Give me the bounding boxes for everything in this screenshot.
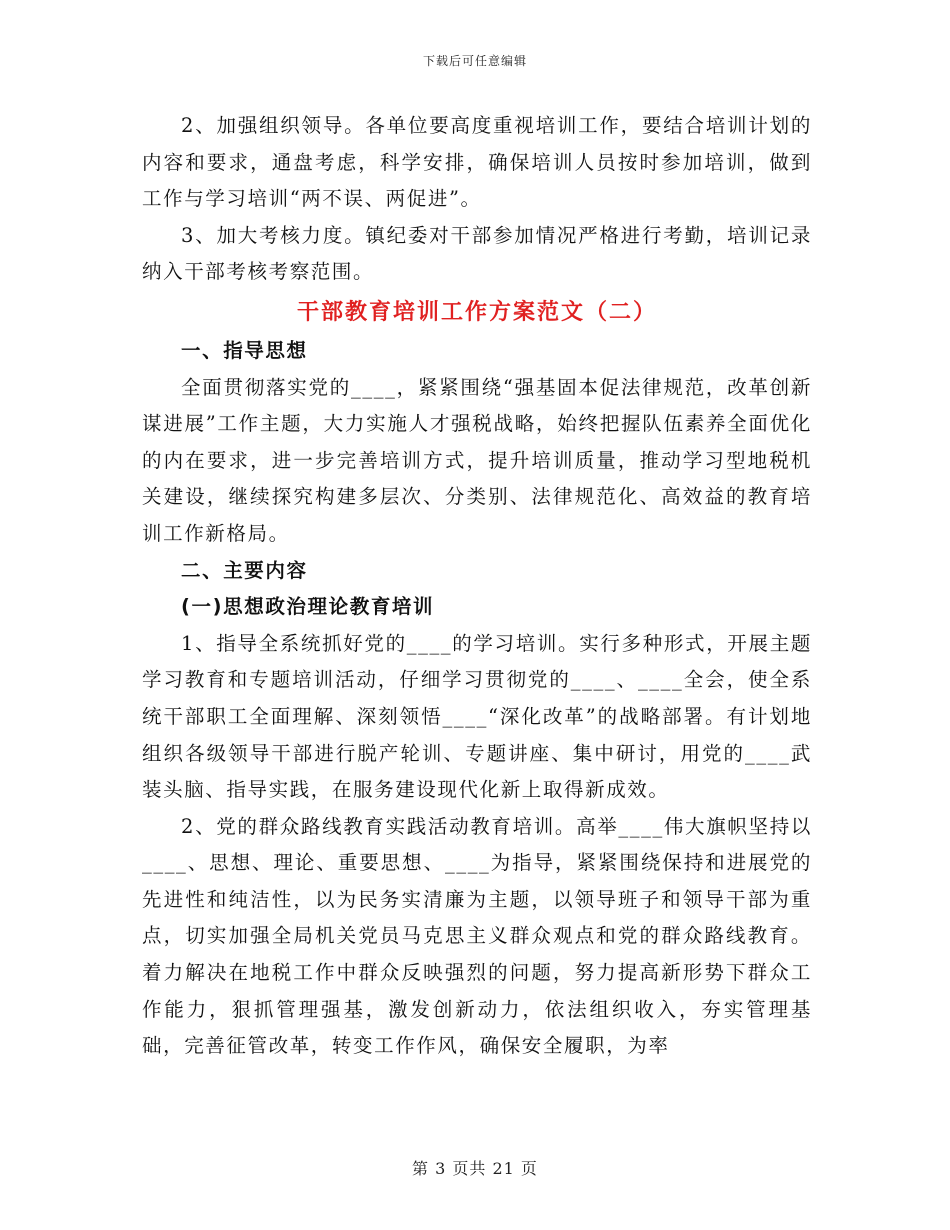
subsection-heading: (一)思想政治理论教育培训 [181,595,435,619]
paragraph: 1、指导全系统抓好党的____的学习培训。实行多种形式，开展主题学习教育和专题培训活动，仔细学习贯彻党的____、____全会，使全系统干部职工全面理解、深刻领悟____“深化改革”的战略部署。有计划地组织各级领导干部进行脱产轮训、专题讲座、集中研讨，用党的____武装头脑、指导实践，在服务建设现代化新上取得新成效。 [142,631,812,802]
page-header: 下载后可任意编辑 [422,54,527,68]
paragraph: 2、加强组织领导。各单位要高度重视培训工作，要结合培训计划的内容和要求，通盘考虑，科学安排，确保培训人员按时参加培训，做到工作与学习培训“两不误、两促进”。 [142,114,812,211]
section-heading: 二、主要内容 [181,558,308,582]
paragraph: 2、党的群众路线教育实践活动教育培训。高举____伟大旗帜坚持以____、思想、理论、重要思想、____为指导，紧紧围绕保持和进展党的先进性和纯洁性，以为民务实清廉为主题，以领导班子和领导干部为重点，切实加强全局机关党员马克思主义群众观点和党的群众路线教育。着力解决在地税工作中群众反映强烈的问题，努力提高新形势下群众工作能力，狠抓管理强基，激发创新动力，依法组织收入，夯实管理基础，完善征管改革，转变工作作风，确保安全履职，为率 [142,814,812,1058]
paragraph: 3、加大考核力度。镇纪委对干部参加情况严格进行考勤，培训记录纳入干部考核考察范围。 [142,223,812,284]
document-body [142,108,812,1065]
section-heading: 一、指导思想 [181,338,308,362]
section-title: 干部教育培训工作方案范文（二） [296,299,657,325]
page-number-footer: 第 3 页共 21 页 [412,1159,538,1178]
paragraph: 全面贯彻落实党的____，紧紧围绕“强基固本促法律规范，改革创新谋进展”工作主题，大力实施人才强税战略，始终把握队伍素养全面优化的内在要求，进一步完善培训方式，提升培训质量，推动学习型地税机关建设，继续探究构建多层次、分类别、法律规范化、高效益的教育培训工作新格局。 [142,375,812,545]
